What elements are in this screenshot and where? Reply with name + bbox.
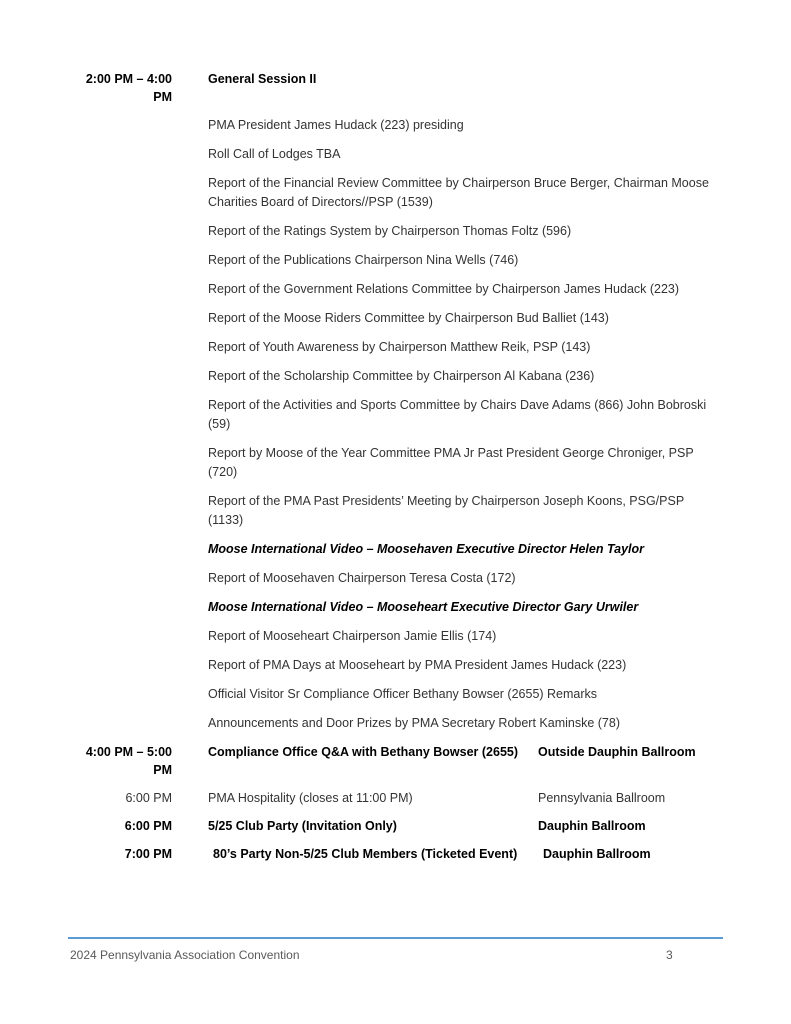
event-time: 7:00 PM [124, 847, 172, 861]
event-time: 6:00 PM [124, 819, 172, 833]
agenda-item: Report of Moosehaven Chairperson Teresa Costa (172) [208, 571, 516, 585]
event-name: Compliance Office Q&A with Bethany Bowser (2655) [208, 745, 519, 759]
event-location: Dauphin Ballroom [543, 847, 651, 861]
footer-page-number: 3 [666, 948, 673, 962]
agenda-item: Report of the Activities and Sports Committee by Chairs Dave Adams (866) John Bobroski (59) [208, 398, 707, 431]
session-time: 2:00 PM – 4:00 PM [85, 72, 172, 104]
agenda-item: Report of the Financial Review Committee by Chairperson Bruce Berger, Chairman Moose Charities Board of Directors//PSP (1539) [208, 176, 709, 209]
page-footer [70, 947, 723, 963]
agenda-item-video-moosehaven: Moose International Video – Moosehaven Executive Director Helen Taylor [208, 542, 644, 556]
footer-title: 2024 Pennsylvania Association Convention [70, 948, 300, 962]
evening-events-list [70, 743, 725, 863]
event-time: 6:00 PM [125, 791, 172, 805]
agenda-item: PMA President James Hudack (223) presiding [208, 118, 464, 132]
footer-divider-line [68, 937, 723, 939]
session-title: General Session II [208, 72, 317, 86]
agenda-item: Report of the PMA Past Presidents’ Meeting by Chairperson Joseph Koons, PSG/PSP (1133) [208, 494, 684, 527]
event-name: PMA Hospitality (closes at 11:00 PM) [208, 791, 413, 805]
event-location: Dauphin Ballroom [538, 819, 646, 833]
agenda-item: Report of the Government Relations Committee by Chairperson James Hudack (223) [208, 282, 680, 296]
agenda-item: Report of Mooseheart Chairperson Jamie Ellis (174) [208, 629, 497, 643]
event-name: 80’s Party Non-5/25 Club Members (Ticketed Event) [213, 847, 518, 861]
agenda-item: Report of Youth Awareness by Chairperson Matthew Reik, PSP (143) [208, 340, 591, 354]
event-row-club-party [70, 817, 725, 835]
event-row-80s-party [70, 845, 725, 863]
agenda-item: Announcements and Door Prizes by PMA Secretary Robert Kaminske (78) [208, 716, 620, 730]
agenda-item: Report of the Moose Riders Committee by Chairperson Bud Balliet (143) [208, 311, 609, 325]
agenda-item: Official Visitor Sr Compliance Officer Bethany Bowser (2655) Remarks [208, 687, 598, 701]
agenda-item: Report of PMA Days at Mooseheart by PMA President James Hudack (223) [208, 658, 627, 672]
event-location: Pennsylvania Ballroom [538, 791, 666, 805]
agenda-item: Report by Moose of the Year Committee PMA Jr Past President George Chroniger, PSP (720) [208, 446, 694, 479]
event-name: 5/25 Club Party (Invitation Only) [208, 819, 397, 833]
agenda-item-video-mooseheart: Moose International Video – Mooseheart Executive Director Gary Urwiler [208, 600, 639, 614]
event-row-hospitality [70, 789, 725, 807]
agenda-item: Roll Call of Lodges TBA [208, 147, 341, 161]
schedule-content [70, 70, 725, 873]
event-row-compliance-qa [70, 743, 725, 779]
agenda-item: Report of the Publications Chairperson Nina Wells (746) [208, 253, 519, 267]
event-location: Outside Dauphin Ballroom [538, 745, 696, 759]
agenda-item: Report of the Ratings System by Chairperson Thomas Foltz (596) [208, 224, 572, 238]
event-time: 4:00 PM – 5:00 PM [85, 745, 172, 777]
session-agenda-list [208, 116, 720, 733]
session-header-row [70, 70, 725, 106]
agenda-item: Report of the Scholarship Committee by Chairperson Al Kabana (236) [208, 369, 595, 383]
